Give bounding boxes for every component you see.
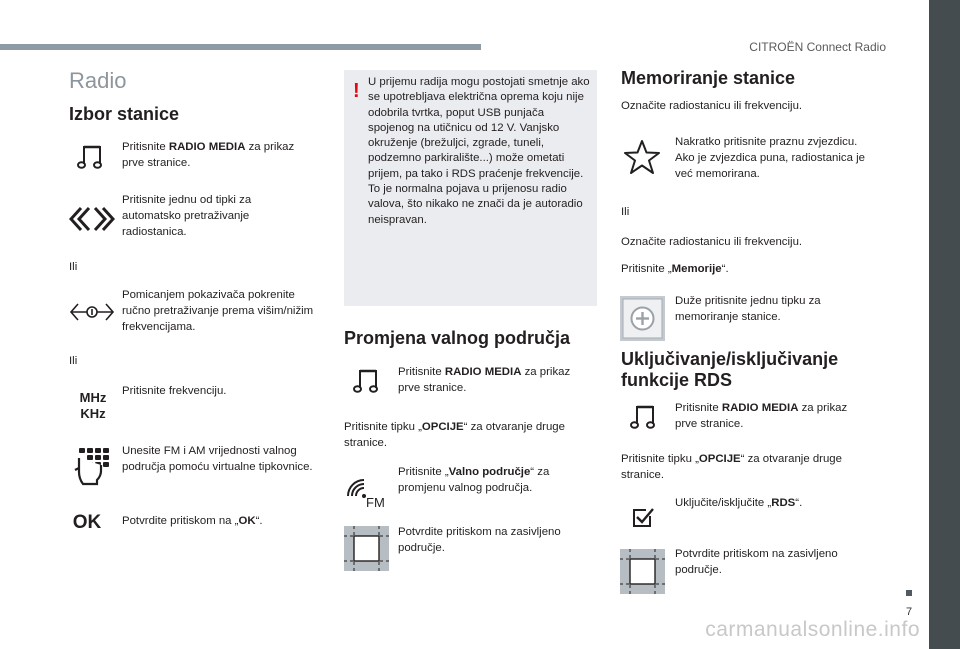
step-confirm-grey: Potvrdite pritiskom na zasivljeno područje.	[675, 548, 838, 576]
watermark: carmanualsonline.info	[705, 618, 920, 641]
section-title-waveband: Promjena valnog područja	[344, 328, 571, 348]
ok-icon: OK	[72, 512, 102, 533]
checkbox-icon	[630, 505, 656, 529]
star-icon	[622, 138, 662, 176]
or-label: Ili	[69, 355, 78, 367]
manual-tuning-slider-icon	[68, 300, 116, 324]
frequency-icon	[76, 390, 110, 422]
music-note-icon	[352, 366, 380, 396]
page-marker	[906, 590, 912, 596]
step-virtual-keyboard: Unesite FM i AM vrijednosti valnog područja pomoću virtualne tipkovnice.	[122, 445, 313, 473]
section-title-station-selection: Izbor stanice	[69, 104, 180, 124]
step-waveband: Pritisnite „Valno područje“ za promjenu valnog područja.	[398, 466, 550, 494]
khz-label: KHz	[80, 406, 106, 421]
step-press-frequency: Pritisnite frekvenciju.	[122, 385, 227, 397]
greyed-area-icon	[620, 549, 665, 594]
warning-text: U prijemu radija mogu postojati smetnje ako se upotrebljava električna oprema koju nije odobrila tvrtka, poput USB punjača spojenog na utičnicu od 12 V. Vanjsko okruženje (brežuljci, zgrade, tuneli, podzemno parkiralište...) može ometati prijem, pa tako i RDS praćenje frekvencije. To je normalna pojava u prijenosu radio valova, što nikako ne znači da je autoradio neispravan.	[368, 76, 590, 226]
brand-header: CITROËN Connect Radio	[749, 40, 886, 54]
section-title-memorize: Memoriranje stanice	[621, 68, 796, 88]
virtual-keypad-hand-icon	[72, 445, 112, 490]
page-edge-sidebar	[929, 0, 960, 649]
music-note-icon	[76, 142, 104, 172]
section-title-rds: Uključivanje/isključivanje funkcije RDS	[621, 349, 839, 390]
music-note-icon	[629, 402, 657, 432]
fm-waveband-icon	[346, 470, 390, 510]
step-radio-media: Pritisnite RADIO MEDIA za prikaz prve stranice.	[122, 141, 295, 169]
or-label: Ili	[621, 206, 630, 218]
step-select-station: Označite radiostanicu ili frekvenciju.	[621, 100, 803, 112]
step-confirm-grey: Potvrdite pritiskom na zasivljeno područje.	[398, 526, 561, 554]
step-select-station: Označite radiostanicu ili frekvenciju.	[621, 236, 803, 248]
header-accent-bar	[0, 44, 481, 50]
step-manual-search: Pomicanjem pokazivača pokrenite ručno pretraživanje prema višim/nižim frekvencijama.	[122, 289, 314, 333]
mhz-label: MHz	[79, 390, 107, 405]
step-confirm-ok: Potvrdite pritiskom na „OK“.	[122, 515, 263, 527]
step-radio-media: Pritisnite RADIO MEDIA za prikaz prve stranice.	[398, 366, 571, 394]
step-memories: Pritisnite „Memorije“.	[621, 263, 729, 275]
page-title: Radio	[69, 68, 127, 93]
auto-search-arrows-icon	[68, 205, 116, 233]
step-radio-media: Pritisnite RADIO MEDIA za prikaz prve stranice.	[675, 402, 848, 430]
step-auto-search: Pritisnite jednu od tipki za automatsko pretraživanje radiostanica.	[122, 194, 252, 238]
step-options: Pritisnite tipku „OPCIJE“ za otvaranje druge stranice.	[344, 421, 565, 449]
warning-icon: !	[353, 80, 360, 102]
step-rds-toggle: Uključite/isključite „RDS“.	[675, 497, 803, 509]
greyed-area-icon	[344, 526, 389, 571]
page-number: 7	[905, 606, 913, 618]
step-star: Nakratko pritisnite praznu zvjezdicu. Ako je zvjezdica puna, radiostanica je već memorirana.	[675, 136, 865, 180]
step-options: Pritisnite tipku „OPCIJE“ za otvaranje druge stranice.	[621, 453, 842, 481]
add-preset-icon	[620, 296, 665, 341]
step-long-press: Duže pritisnite jednu tipku za memoriranje stanice.	[675, 295, 821, 323]
fm-label: FM	[366, 495, 385, 510]
or-label: Ili	[69, 261, 78, 273]
